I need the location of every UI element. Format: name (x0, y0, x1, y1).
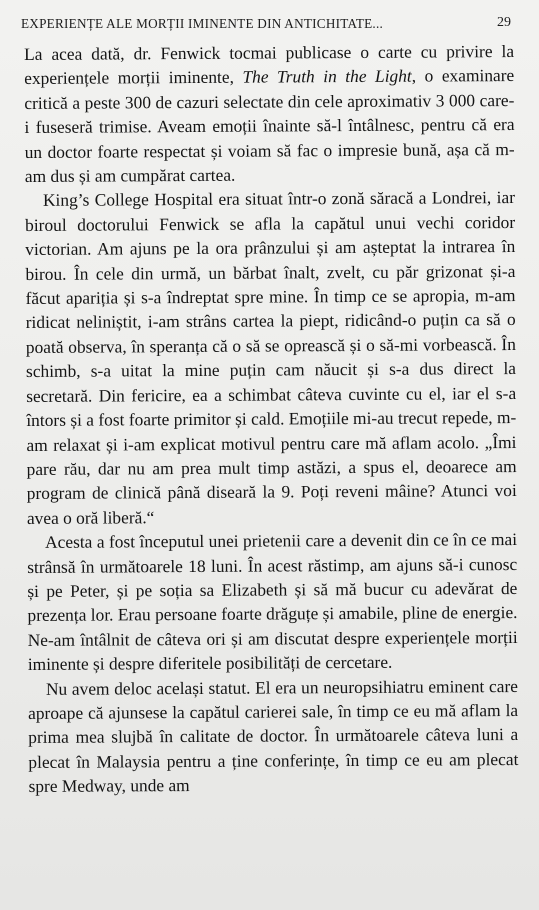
book-title: The Truth in the Light (242, 66, 412, 88)
paragraph-text: , o examinare critică a peste 300 de cazuri selectate din cele aproximativ 3 000 care-i fuseseră trimise. Aveam emoții înainte să-l întâlnesc, pentru că era un doctor foarte respectat și voiam să fac o impresie bună, așa că m-am dus și am cumpărat cartea. (24, 65, 515, 187)
paragraph: Nu avem deloc același statut. El era un neuropsihiatru eminent care aproape că ajunsese la capătul carierei sale, în timp ce eu mă aflam la prima mea slujbă în calitate de doctor. În următoarele câteva luni a plecat în Malaysia pentru a ține conferințe, în timp ce eu am plecat spre Medway, unde am (28, 675, 519, 797)
running-title: EXPERIENȚE ALE MORȚII IMINENTE DIN ANTICHITATE... (21, 16, 384, 31)
paragraph-text: La acea dată, dr. Fenwick tocmai publicase o carte cu privire la experiențele morții iminente, (24, 41, 515, 89)
paragraph: Acesta a fost începutul unei prietenii care a devenit din ce în ce mai strânsă în următoarele 18 luni. În acest răstimp, am ajuns să-i cunosc și pe Peter, și pe soția sa Elizabeth și să mă bucur cu adevărat de prezența lor. Erau persoane foarte drăguțe și amabile, pline de energie. Ne-am întâlnit de câteva ori și am discutat despre experiențele morții iminente și despre diferitele posibilități de cercetare. (27, 529, 518, 675)
paragraph: King’s College Hospital era situat într-o zonă săracă a Londrei, iar biroul doctorului Fenwick se afla la capătul unui vechi coridor victorian. Am ajuns pe la ora prânzului și am așteptat la intrarea în birou. În cele din urmă, un bărbat înalt, zvelt, cu păr grizonat și-a făcut apariția și s-a îndreptat spre mine. În timp ce se apropia, m-am ridicat neliniștit, i-am strâns cartea la piept, ridicând-o puțin ca să o poată observa, în speranța că o să se oprească și o să-mi vorbească. În schimb, s-a uitat la mine puțin cam năucit și s-a dus direct la secretară. Din fericire, ea a schimbat câteva cuvinte cu el, iar el s-a întors și a fost foarte primitor și cald. Emoțiile mi-au trecut repede, m-am relaxat și i-am explicat motivul pentru care mă aflam acolo. „Îmi pare rău, dar nu am prea mult timp astăzi, a spus el, deoarece am program de clinică până diseară la 9. Poți reveni mâine? Atunci voi avea o oră liberă.“ (25, 187, 517, 528)
body-text (24, 39, 519, 799)
paragraph (24, 39, 515, 188)
running-header (21, 16, 511, 34)
page-number: 29 (497, 15, 511, 30)
